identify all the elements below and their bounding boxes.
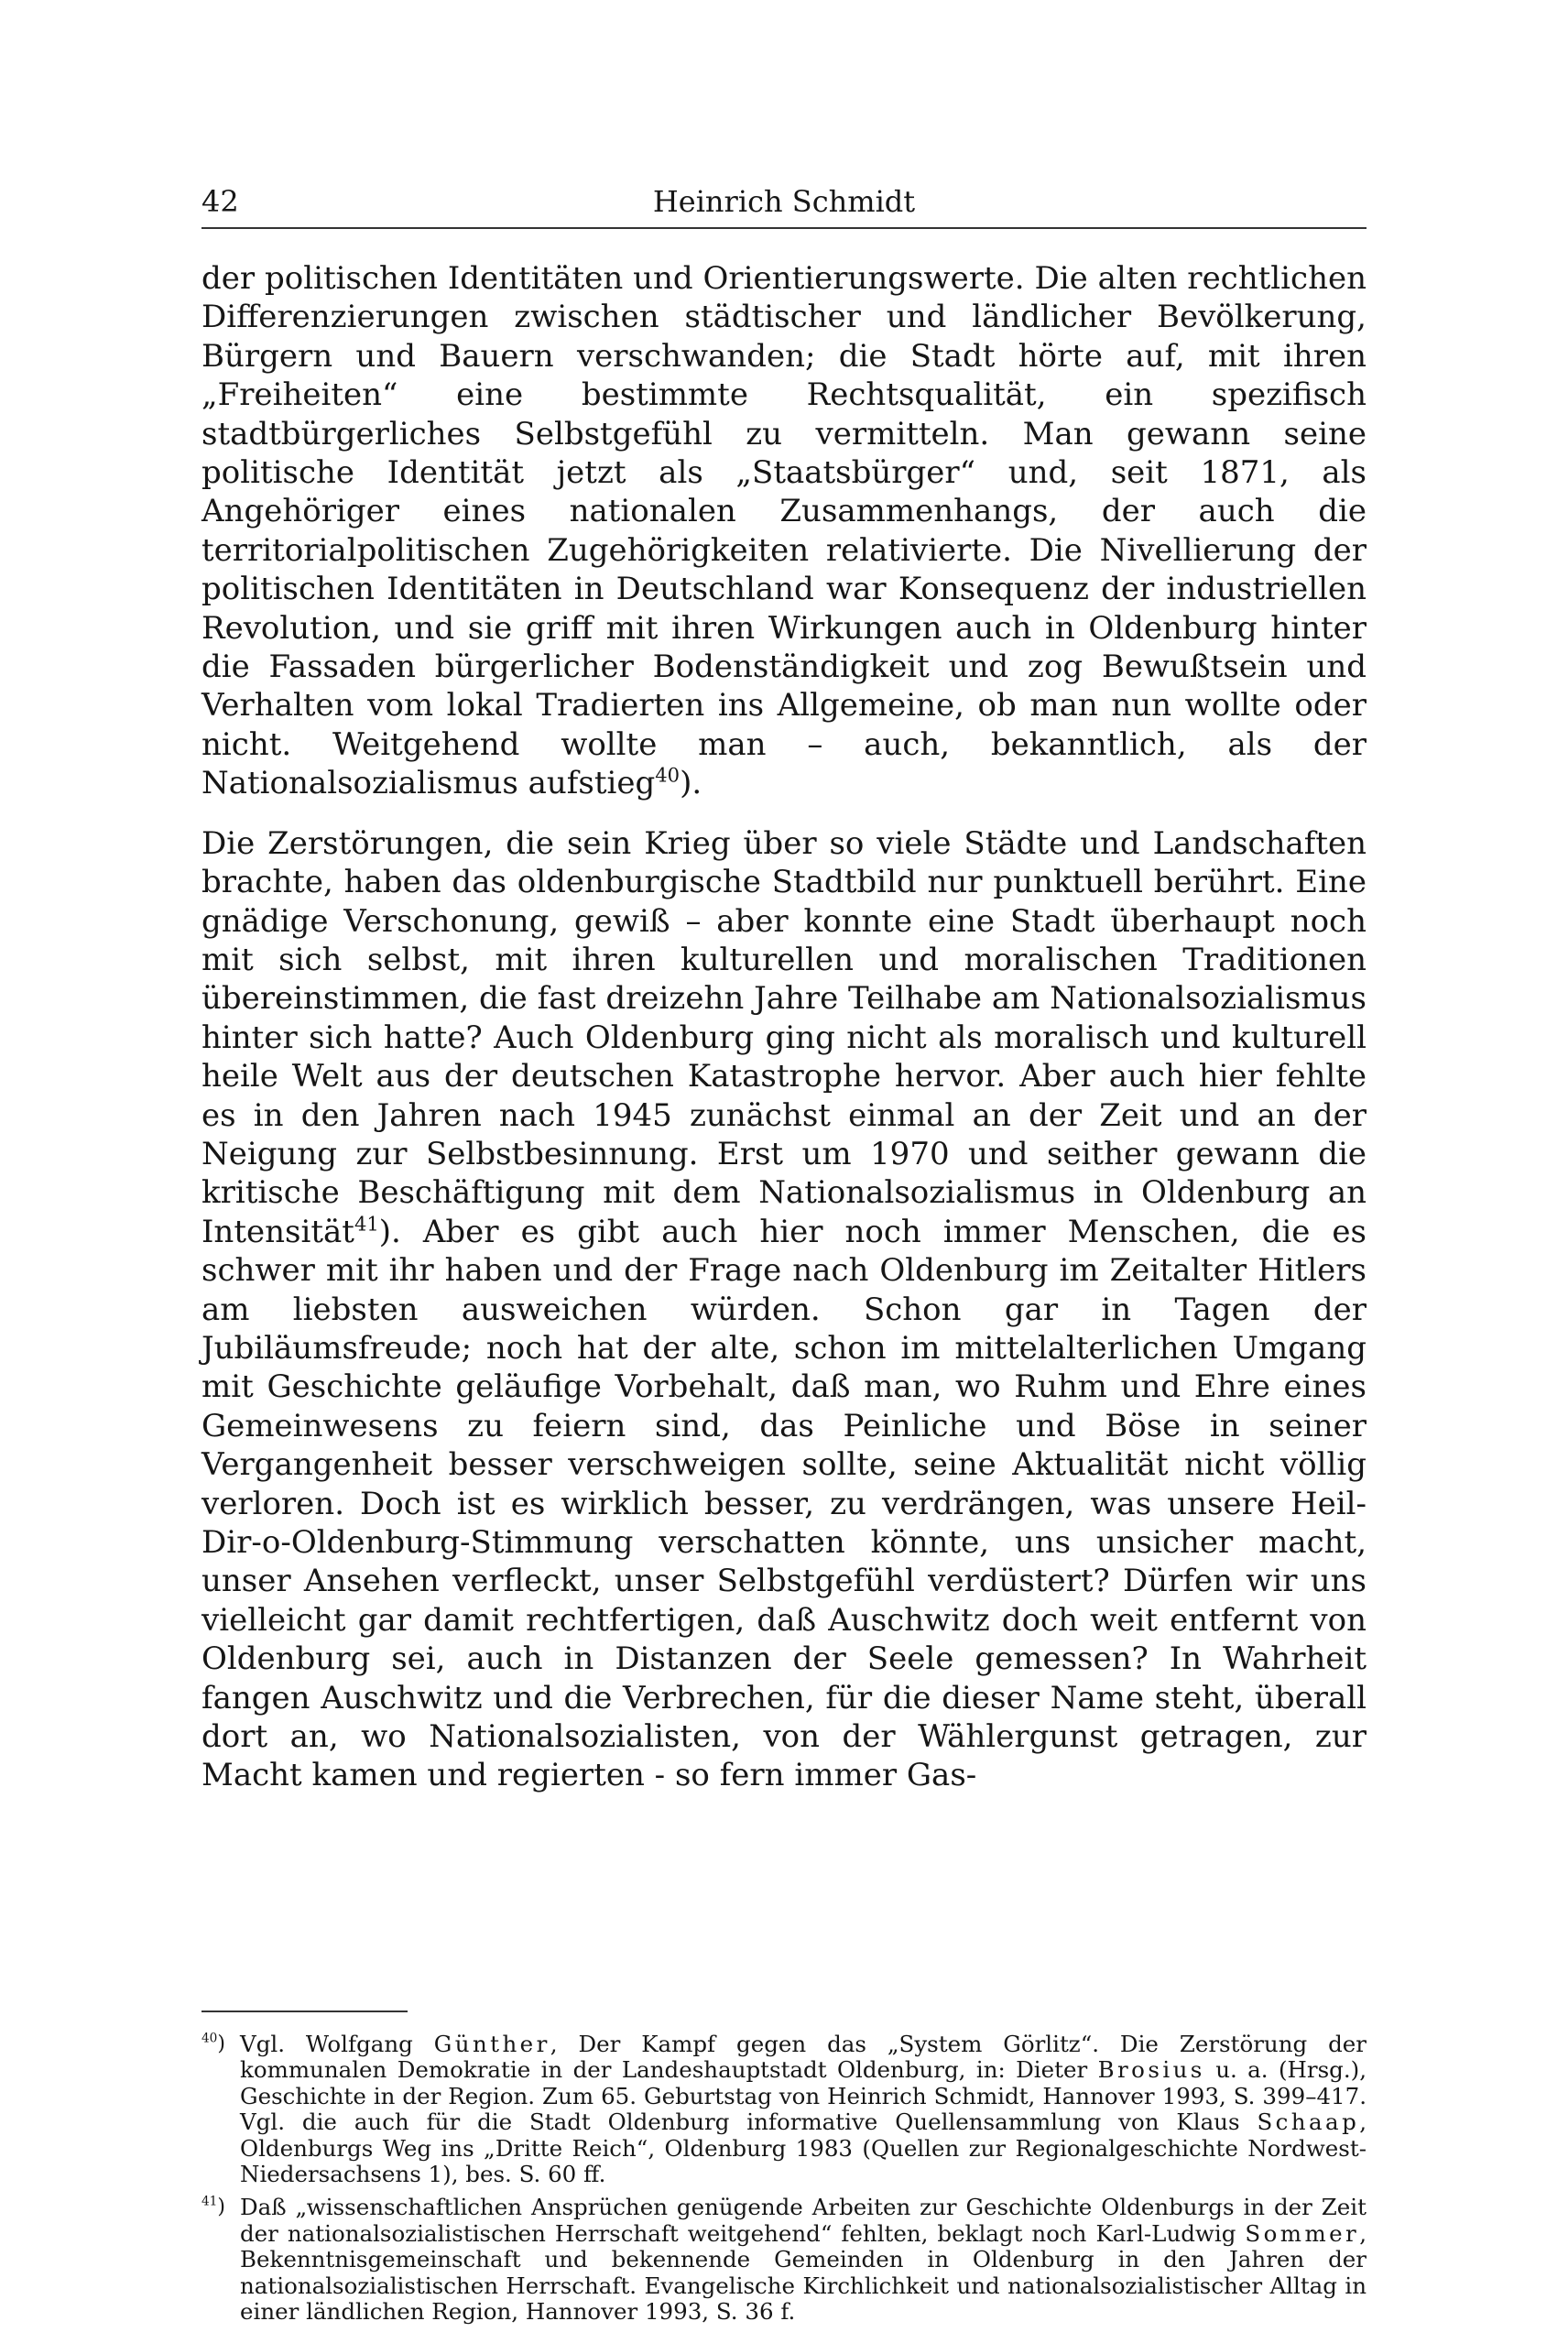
main-text (201, 259, 1367, 1816)
footnote-mark-bracket: ) (217, 2196, 225, 2219)
footnote-text: Daß „wissenschaftlichen Ansprüchen genügende Arbeiten zur Geschichte Oldenburgs in der Zeit der nationalsozialistischen Herrschaft weitgehend“ fehlten, beklagt noch Karl-Ludwig (240, 2194, 1367, 2247)
footnote-author: Günther (433, 2031, 550, 2057)
footnote-40 (201, 2032, 1367, 2187)
paragraph-2-text-a: Die Zerstörungen, die sein Krieg über so viele Städte und Landschaften brachte, haben das oldenburgische Stadtbild nur punktuell berührt. Eine gnädige Verschonung, gewiß – aber konnte eine Stadt überhaupt noch mit sich selbst, mit ihren kulturellen und moralischen Traditionen übereinstimmen, die fast dreizehn Jahre Teilhabe am Nationalsozialismus hinter sich hatte? Auch Oldenburg ging nicht als moralisch und kulturell heile Welt aus der deutschen Katastrophe hervor. Aber auch hier fehlte es in den Jahren nach 1945 zunächst einmal an der Zeit und an der Neigung zur Selbstbesinnung. Erst um 1970 und seither gewann die kritische Beschäftigung mit dem Nationalsozialismus in Oldenburg an Intensität (201, 824, 1367, 1250)
paragraph-2-text-b: ). Aber es gibt auch hier noch immer Menschen, die es schwer mit ihr haben und der Frage nach Oldenburg im Zeitalter Hitlers am liebsten ausweichen würden. Schon gar in Tagen der Jubiläumsfreude; noch hat der alte, schon im mittelalterlichen Umgang mit Geschichte geläufige Vorbehalt, daß man, wo Ruhm und Ehre eines Gemeinwesens zu feiern sind, das Peinliche und Böse in seiner Vergangenheit besser verschweigen sollte, seine Aktualität nicht völlig verloren. Doch ist es wirklich besser, zu verdrängen, was unsere Heil-Dir-o-Oldenburg-Stimmung verschatten könnte, uns unsicher macht, unser Ansehen verfleckt, unser Selbstgefühl verdüstert? Dürfen wir uns vielleicht gar damit rechtfertigen, daß Auschwitz doch weit entfernt von Oldenburg sei, auch in Distanzen der Seele gemessen? In Wahrheit fangen Auschwitz und die Verbrechen, für die dieser Name steht, überall dort an, wo Nationalsozialisten, von der Wählergunst getragen, zur Macht kamen und regierten - so fern immer Gas- (201, 1213, 1367, 1794)
running-title: Heinrich Schmidt (652, 184, 916, 219)
footnote-ref-41: 41 (354, 1212, 379, 1236)
paragraph-2 (201, 824, 1367, 1795)
running-head (201, 180, 1367, 223)
book-page (201, 0, 1367, 2326)
footnote-text: , Der Kampf gegen das „System Görlitz“. Die Zerstörung der kommunalen Demokratie in der Landeshauptstadt Oldenburg, in: Dieter (240, 2031, 1367, 2084)
footnote-text: Vgl. Wolfgang (240, 2031, 434, 2057)
footnote-author: Schaap (1257, 2109, 1360, 2136)
footnote-text: u. a. (Hrsg.), Geschichte in der Region. Zum 65. Geburtstag von Heinrich Schmidt, Hannover 1993, S. 399–417. Vgl. die auch für die Stadt Oldenburg informative Quellensammlung von Klaus (240, 2056, 1367, 2136)
footnote-41 (201, 2195, 1367, 2325)
paragraph-1-text: der politischen Identitäten und Orientierungswerte. Die alten rechtlichen Differenzierungen zwischen städtischer und ländlicher Bevölkerung, Bürgern und Bauern verschwanden; die Stadt hörte auf, mit ihren „Freiheiten“ eine bestimmte Rechtsqualität, ein spezifisch stadtbürgerliches Selbstgefühl zu vermitteln. Man gewann seine politische Identität jetzt als „Staatsbürger“ und, seit 1871, als Angehöriger eines nationalen Zusammenhangs, der auch die territorialpolitischen Zugehörigkeiten relativierte. Die Nivellierung der politischen Identitäten in Deutschland war Konsequenz der industriellen Revolution, und sie griff mit ihren Wirkungen auch in Oldenburg hinter die Fassaden bürgerlicher Bodenständigkeit und zog Bewußtsein und Verhalten vom lokal Tradierten ins Allgemeine, ob man nun wollte oder nicht. Weitgehend wollte man – auch, bekanntlich, als der Nationalsozialismus aufstieg (201, 260, 1367, 802)
footnote-author: Sommer (1245, 2219, 1360, 2247)
footnotes (201, 2032, 1367, 2332)
paragraph-1 (201, 259, 1367, 803)
paragraph-1-end: ). (680, 765, 702, 802)
footnote-mark-number: 41 (201, 2195, 218, 2210)
page-number: 42 (201, 184, 239, 219)
header-rule (201, 227, 1367, 229)
footnote-rule (201, 2011, 408, 2012)
footnote-author: Brosius (1097, 2056, 1205, 2084)
footnote-text: , Oldenburgs Weg ins „Dritte Reich“, Oldenburg 1983 (Quellen zur Regionalgeschichte Nordwest-Niedersachsens 1), bes. S. 60 ff. (240, 2109, 1367, 2188)
footnote-text: , Bekenntnisgemeinschaft und bekennende Gemeinden in Oldenburg in den Jahren der nationalsozialistischen Herrschaft. Evangelische Kirchlichkeit und nationalsozialistischer Alltag in einer ländlichen Region, Hannover 1993, S. 36 f. (240, 2219, 1367, 2326)
footnote-mark (201, 2195, 225, 2220)
footnote-ref-40: 40 (655, 763, 681, 787)
footnote-mark-number: 40 (201, 2031, 218, 2046)
footnote-mark (201, 2032, 225, 2057)
footnote-mark-bracket: ) (217, 2032, 225, 2055)
